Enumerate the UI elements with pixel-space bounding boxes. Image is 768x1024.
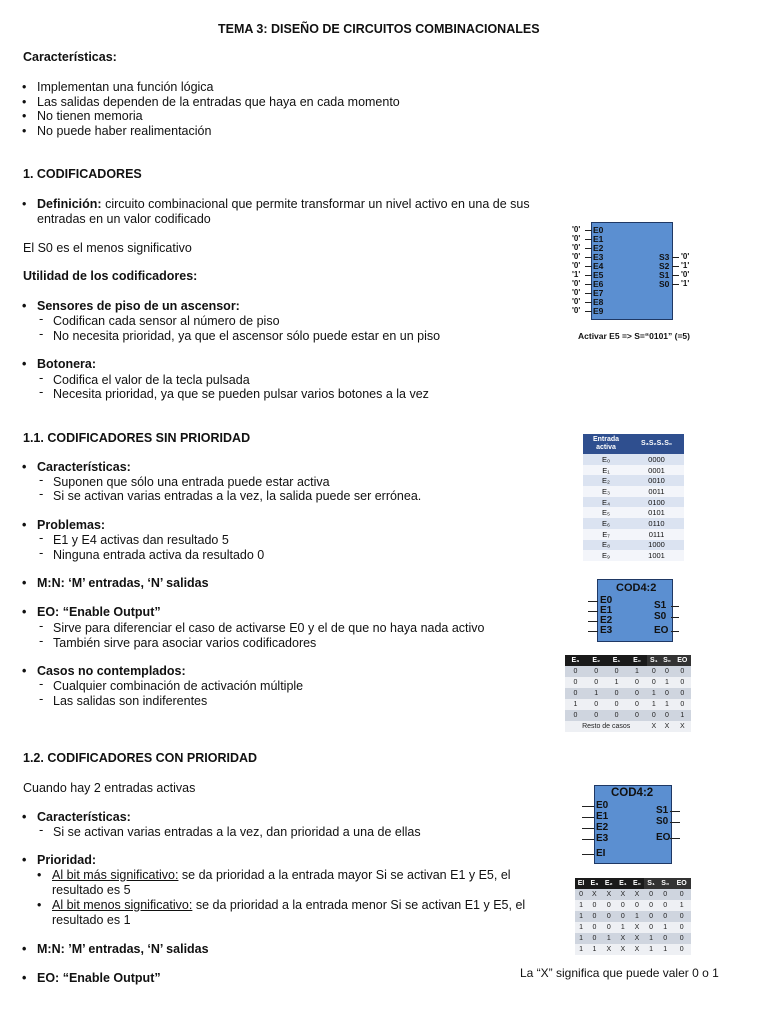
table-cell: X [602, 944, 616, 955]
table-cell: X [647, 721, 660, 732]
input-value-label: '0' [572, 225, 581, 234]
table-header: S₁ [644, 878, 658, 889]
table-cell: E₃ [583, 486, 629, 497]
pin-line [588, 601, 598, 602]
input-value-label: '0' [572, 288, 581, 297]
sub-item: - Cualquier combinación de activación múltiple [53, 679, 303, 693]
table-cell: 0111 [629, 529, 684, 540]
output-pin-label: EO [654, 625, 669, 636]
table-cell: X [602, 889, 616, 900]
pin-line [670, 838, 680, 839]
output-pin-label: S1 [656, 805, 669, 816]
input-value-label: '0' [572, 297, 581, 306]
table-cell: 0 [627, 677, 648, 688]
pin-line [585, 275, 592, 276]
input-pin-label: E3 [593, 252, 604, 262]
table-row [583, 465, 684, 476]
output-value-label: '1' [681, 261, 690, 270]
table-cell: 0 [616, 900, 630, 911]
pin-line [585, 266, 592, 267]
pin-line [585, 257, 592, 258]
table-cell: 1 [672, 900, 691, 911]
msb-label: Al bit más significativo: [52, 868, 179, 882]
table-cell: 0110 [629, 518, 684, 529]
sub-item: - E1 y E4 activas dan resultado 5 [53, 533, 229, 547]
table-cell: 0 [660, 688, 673, 699]
table-cell: X [630, 933, 644, 944]
table-cell: 0 [602, 911, 616, 922]
pin-line [585, 302, 592, 303]
input-pin-label: E1 [600, 605, 613, 616]
table-header: E₃ [587, 878, 602, 889]
input-pin-label: E5 [593, 270, 604, 280]
table-cell: 0 [674, 688, 691, 699]
table-row [583, 518, 684, 529]
table-cell: 0 [644, 922, 658, 933]
table-cell: 0 [587, 900, 602, 911]
table-cell: 0 [658, 900, 672, 911]
table-cell: 0 [672, 911, 691, 922]
input-pin-label: E9 [593, 306, 604, 316]
sub-item: - Sirve para diferenciar el caso de activarse E0 y el de que no haya nada activo [53, 621, 485, 635]
table-cell: 0 [607, 688, 627, 699]
input-pin-label: E3 [596, 833, 609, 844]
pin-line [585, 284, 592, 285]
pin-line [672, 275, 679, 276]
pin-line [672, 257, 679, 258]
table-row [575, 911, 691, 922]
table-row [565, 688, 691, 699]
truth-table-priority [575, 878, 691, 955]
table-header: EO [674, 655, 691, 666]
encoder-caption: Activar E5 => S=“0101” (=5) [578, 331, 690, 341]
pin-line [588, 611, 598, 612]
table-header: E₃ [565, 655, 586, 666]
truth-table-cod42 [565, 655, 691, 732]
table-cell: 0 [575, 889, 587, 900]
cod42-title: COD4:2 [611, 787, 654, 799]
table-cell: 0 [616, 911, 630, 922]
table-header: S₀ [660, 655, 673, 666]
table-cell: 0 [627, 699, 648, 710]
section-heading: 1. CODIFICADORES [23, 167, 142, 181]
table-row [565, 699, 691, 710]
pin-line [671, 606, 679, 607]
table-row [583, 529, 684, 540]
table-cell: 1 [565, 699, 586, 710]
pin-line [585, 293, 592, 294]
table-cell: 0 [674, 677, 691, 688]
lsb-text: se da prioridad a la entrada menor Si se activan E1 y E5, el [192, 898, 526, 912]
table-row [583, 497, 684, 508]
definition-text: circuito combinacional que permite transformar un nivel activo en una de sus [101, 197, 530, 211]
table-cell: 0 [672, 944, 691, 955]
table-cell: 1 [660, 677, 673, 688]
sub-item: - Suponen que sólo una entrada puede estar activa [53, 475, 330, 489]
table-cell: E₆ [583, 518, 629, 529]
table-cell: X [630, 922, 644, 933]
utilidad-heading: Utilidad de los codificadores: [23, 269, 198, 283]
input-pin-label: E4 [593, 261, 604, 271]
input-value-label: '1' [572, 270, 581, 279]
output-pin-label: S0 [654, 611, 667, 622]
table-cell: 0 [674, 699, 691, 710]
table-row [575, 933, 691, 944]
table-cell: 0 [658, 933, 672, 944]
table-cell: 1 [602, 933, 616, 944]
table-cell: 0 [565, 677, 586, 688]
table-cell: Resto de casos [565, 721, 647, 732]
table-cell: E₈ [583, 540, 629, 551]
table-cell: E₄ [583, 497, 629, 508]
list-item: • Implementan una función lógica [37, 80, 214, 94]
table-row [583, 507, 684, 518]
table-cell: 1001 [629, 550, 684, 561]
definition-text-2: entradas en un valor codificado [37, 211, 211, 226]
input-pin-label: E6 [593, 279, 604, 289]
intro-text: Cuando hay 2 entradas activas [23, 781, 196, 795]
s0-note: El S0 es el menos significativo [23, 241, 192, 255]
table-header: E₀ [627, 655, 648, 666]
caracteristicas-heading: Características: [23, 50, 117, 64]
definition-label: Definición: [37, 197, 102, 211]
list-item: • M:N: ’M’ entradas, ‘N’ salidas [37, 942, 209, 956]
table-header: Entrada activa [583, 434, 629, 454]
pin-line [585, 248, 592, 249]
table-cell: E₂ [583, 475, 629, 486]
pin-line [582, 839, 594, 840]
botonera-item: • Botonera: [37, 357, 96, 371]
input-pin-label: E0 [596, 800, 609, 811]
pin-line [588, 621, 598, 622]
input-value-label: '0' [572, 252, 581, 261]
table-cell: 1 [658, 922, 672, 933]
table-cell: 0 [602, 900, 616, 911]
input-pin-label: E8 [593, 297, 604, 307]
table-cell: 0 [607, 710, 627, 721]
input-pin-label: E0 [593, 225, 604, 235]
table-cell: 0 [647, 710, 660, 721]
table-cell: E₁ [583, 465, 629, 476]
msb-text: se da prioridad a la entrada mayor Si se activan E1 y E5, el [178, 868, 511, 882]
input-value-label: '0' [572, 243, 581, 252]
table-cell: 1 [587, 944, 602, 955]
cod42-title: COD4:2 [616, 582, 657, 594]
table-cell: 0 [672, 933, 691, 944]
table-row [575, 900, 691, 911]
table-cell: E₉ [583, 550, 629, 561]
input-pin-label: EI [596, 848, 606, 859]
table-header: E₂ [602, 878, 616, 889]
input-pin-label: E1 [596, 811, 609, 822]
sub-item: - Si se activan varias entradas a la vez, dan prioridad a una de ellas [53, 825, 421, 839]
table-cell: 1 [647, 688, 660, 699]
sub-item: - Codifica el valor de la tecla pulsada [53, 373, 250, 387]
table-row [575, 944, 691, 955]
table-cell: 0 [565, 666, 586, 677]
table-cell: 1 [644, 933, 658, 944]
table-row [565, 677, 691, 688]
table-cell: X [630, 889, 644, 900]
table-cell: X [616, 944, 630, 955]
table-row [583, 454, 684, 465]
table-cell: 1 [630, 911, 644, 922]
table-cell: 0010 [629, 475, 684, 486]
table-row [583, 486, 684, 497]
table-cell: E₅ [583, 507, 629, 518]
table-cell: 0 [607, 666, 627, 677]
table-row [583, 540, 684, 551]
table-row [575, 922, 691, 933]
table-cell: 1 [660, 699, 673, 710]
list-item: • Casos no contemplados: [37, 664, 186, 678]
sub-item: - Codifican cada sensor al número de piso [53, 314, 280, 328]
list-item: • EO: “Enable Output” [37, 971, 161, 985]
input-pin-label: E0 [600, 595, 613, 606]
table-header: S₁ [647, 655, 660, 666]
input-pin-label: E2 [593, 243, 604, 253]
table-cell: 1 [586, 688, 607, 699]
table-cell: 0 [565, 688, 586, 699]
table-cell: 0011 [629, 486, 684, 497]
table-cell: 0 [644, 900, 658, 911]
table-cell: 0 [658, 889, 672, 900]
table-header: E₂ [586, 655, 607, 666]
table-row [583, 550, 684, 561]
table-cell: 1 [616, 922, 630, 933]
pin-line [671, 631, 679, 632]
table-cell: E₇ [583, 529, 629, 540]
table-cell: 0 [630, 900, 644, 911]
table-header: S₀ [658, 878, 672, 889]
msb-text-2: resultado es 5 [52, 882, 131, 897]
table-cell: 0 [672, 889, 691, 900]
table-cell: 1 [674, 710, 691, 721]
pin-line [582, 806, 594, 807]
table-header: E₁ [607, 655, 627, 666]
pin-line [585, 239, 592, 240]
lsb-text-2: resultado es 1 [52, 912, 131, 927]
input-pin-label: E7 [593, 288, 604, 298]
table-cell: 1 [575, 911, 587, 922]
table-cell: 1 [658, 944, 672, 955]
list-item: • No tienen memoria [37, 109, 143, 123]
pin-line [672, 266, 679, 267]
table-cell: 0 [647, 666, 660, 677]
input-pin-label: E2 [596, 822, 609, 833]
list-item: • Características: [37, 810, 131, 824]
sub-item: - Necesita prioridad, ya que se pueden pulsar varios botones a la vez [53, 387, 429, 401]
table-cell: 0 [647, 677, 660, 688]
table-cell: 0 [586, 699, 607, 710]
table-cell: 0000 [629, 454, 684, 465]
table-cell: 0 [660, 710, 673, 721]
table-cell: 1 [575, 900, 587, 911]
table-cell: 1 [647, 699, 660, 710]
table-cell: 0 [587, 922, 602, 933]
input-pin-label: E2 [600, 615, 613, 626]
truth-table-encoder [583, 434, 684, 561]
table-cell: 0 [627, 710, 648, 721]
table-cell: 0 [644, 911, 658, 922]
table-row [583, 475, 684, 486]
table-cell: 1 [644, 944, 658, 955]
output-pin-label: S2 [659, 261, 670, 271]
output-value-label: '0' [681, 252, 690, 261]
table-cell: 0 [627, 688, 648, 699]
table-cell: 1 [607, 677, 627, 688]
table-cell: 1 [575, 944, 587, 955]
list-item: • No puede haber realimentación [37, 124, 211, 138]
list-item: • Las salidas dependen de la entradas que haya en cada momento [37, 95, 400, 109]
input-value-label: '0' [572, 234, 581, 243]
table-cell: 0 [586, 710, 607, 721]
lsb-item [52, 898, 552, 927]
table-cell: 0 [587, 911, 602, 922]
pin-line [670, 811, 680, 812]
table-row [565, 666, 691, 677]
table-cell: 0 [660, 666, 673, 677]
table-cell: X [587, 889, 602, 900]
section-heading: 1.1. CODIFICADORES SIN PRIORIDAD [23, 431, 251, 445]
section-heading: 1.2. CODIFICADORES CON PRIORIDAD [23, 751, 258, 765]
lsb-label: Al bit menos significativo: [52, 898, 193, 912]
table-cell: X [616, 889, 630, 900]
output-pin-label: S1 [659, 270, 670, 280]
pin-line [672, 284, 679, 285]
table-cell: 0 [674, 666, 691, 677]
sub-item: - No necesita prioridad, ya que el ascensor sólo puede estar en un piso [53, 329, 440, 343]
table-header: EO [672, 878, 691, 889]
pin-line [582, 828, 594, 829]
pin-line [585, 230, 592, 231]
output-value-label: '1' [681, 279, 690, 288]
output-pin-label: S0 [656, 816, 669, 827]
table-cell: 0 [607, 699, 627, 710]
pin-line [588, 631, 598, 632]
table-cell: 0 [672, 922, 691, 933]
table-cell: X [674, 721, 691, 732]
table-cell: X [616, 933, 630, 944]
list-item: • Problemas: [37, 518, 105, 532]
msb-item [52, 868, 552, 897]
table-cell: 0101 [629, 507, 684, 518]
input-value-label: '0' [572, 261, 581, 270]
output-pin-label: S1 [654, 600, 667, 611]
table-cell: 1 [627, 666, 648, 677]
table-header: E₀ [630, 878, 644, 889]
table-cell: 0 [587, 933, 602, 944]
list-item: • EO: “Enable Output” [37, 605, 161, 619]
table-row [575, 889, 691, 900]
table-row [565, 721, 691, 732]
input-pin-label: E1 [593, 234, 604, 244]
x-note: La “X” significa que puede valer 0 o 1 [520, 966, 719, 980]
list-item: • M:N: ‘M’ entradas, ‘N’ salidas [37, 576, 209, 590]
output-pin-label: EO [656, 832, 671, 843]
output-pin-label: S3 [659, 252, 670, 262]
table-cell: 0 [565, 710, 586, 721]
table-cell: E₀ [583, 454, 629, 465]
input-value-label: '0' [572, 306, 581, 315]
definition [37, 197, 557, 226]
table-cell: X [630, 944, 644, 955]
sub-item: - Si se activan varias entradas a la vez, la salida puede ser errónea. [53, 489, 421, 503]
sub-item: - Ninguna entrada activa da resultado 0 [53, 548, 264, 562]
table-cell: 1 [575, 933, 587, 944]
table-cell: 0 [586, 666, 607, 677]
pin-line [582, 854, 594, 855]
table-cell: 0 [586, 677, 607, 688]
table-cell: 0 [602, 922, 616, 933]
output-pin-label: S0 [659, 279, 670, 289]
input-pin-label: E3 [600, 625, 613, 636]
table-cell: 1000 [629, 540, 684, 551]
table-header: E₁ [616, 878, 630, 889]
table-cell: 0100 [629, 497, 684, 508]
table-cell: X [660, 721, 673, 732]
pin-line [582, 817, 594, 818]
table-header: EI [575, 878, 587, 889]
table-cell: 0001 [629, 465, 684, 476]
list-item: • Características: [37, 460, 131, 474]
table-cell: 1 [575, 922, 587, 933]
table-cell: 0 [644, 889, 658, 900]
pin-line [671, 617, 679, 618]
sensores-item: • Sensores de piso de un ascensor: [37, 299, 240, 313]
table-header: S₃S₂S₁S₀ [629, 434, 684, 454]
pin-line [585, 311, 592, 312]
output-value-label: '0' [681, 270, 690, 279]
sub-item: - Las salidas son indiferentes [53, 694, 207, 708]
table-cell: 0 [658, 911, 672, 922]
table-row [565, 710, 691, 721]
pin-line [670, 822, 680, 823]
sub-item: - También sirve para asociar varios codificadores [53, 636, 316, 650]
page-title: TEMA 3: DISEÑO DE CIRCUITOS COMBINACIONALES [218, 22, 540, 36]
list-item: • Prioridad: [37, 853, 96, 867]
input-value-label: '0' [572, 279, 581, 288]
